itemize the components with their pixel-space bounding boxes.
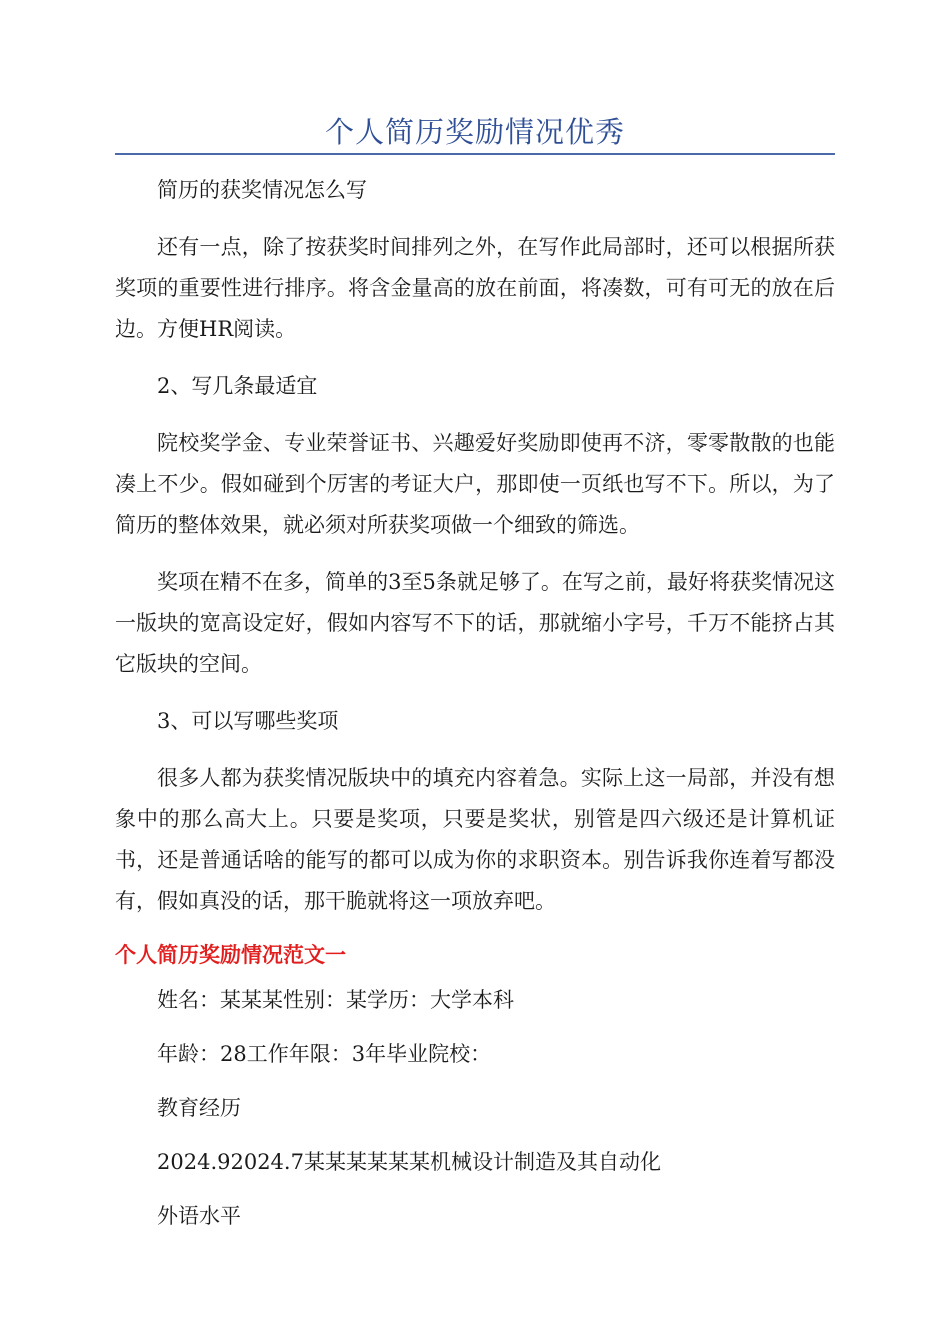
paragraph: 简历的获奖情况怎么写 xyxy=(157,178,367,202)
paragraph: 姓名：某某某性别：某学历：大学本科 xyxy=(157,988,514,1012)
paragraph: 2、写几条最适宜 xyxy=(157,374,318,398)
document-body xyxy=(115,170,835,1250)
paragraph: 3、可以写哪些奖项 xyxy=(157,709,339,733)
paragraph: 外语水平 xyxy=(157,1204,241,1228)
paragraph: 教育经历 xyxy=(157,1096,241,1120)
paragraph: 奖项在精不在多，简单的3至5条就足够了。在写之前，最好将获奖情况这一版块的宽高设定好，假如内容写不下的话，那就缩小字号，千万不能挤占其它版块的空间。 xyxy=(115,570,835,676)
paragraph: 还有一点，除了按获奖时间排列之外，在写作此局部时，还可以根据所获奖项的重要性进行排序。将含金量高的放在前面，将凑数，可有可无的放在后边。方便HR阅读。 xyxy=(115,235,835,341)
paragraph: 年龄：28工作年限：3年毕业院校： xyxy=(157,1042,492,1066)
section-heading: 个人简历奖励情况范文一 xyxy=(115,943,346,967)
title-underline xyxy=(115,153,835,155)
paragraph: 院校奖学金、专业荣誉证书、兴趣爱好奖励即使再不济，零零散散的也能凑上不少。假如碰到个厉害的考证大户，那即使一页纸也写不下。所以，为了简历的整体效果，就必须对所获奖项做一个细致的筛选。 xyxy=(115,431,835,537)
paragraph: 2024.92024.7某某某某某某机械设计制造及其自动化 xyxy=(157,1150,661,1174)
document-title: 个人简历奖励情况优秀 xyxy=(324,115,625,149)
paragraph: 很多人都为获奖情况版块中的填充内容着急。实际上这一局部，并没有想象中的那么高大上。只要是奖项，只要是奖状，别管是四六级还是计算机证书，还是普通话啥的能写的都可以成为你的求职资本。别告诉我你连着写都没有，假如真没的话，那干脆就将这一项放弃吧。 xyxy=(115,766,835,913)
